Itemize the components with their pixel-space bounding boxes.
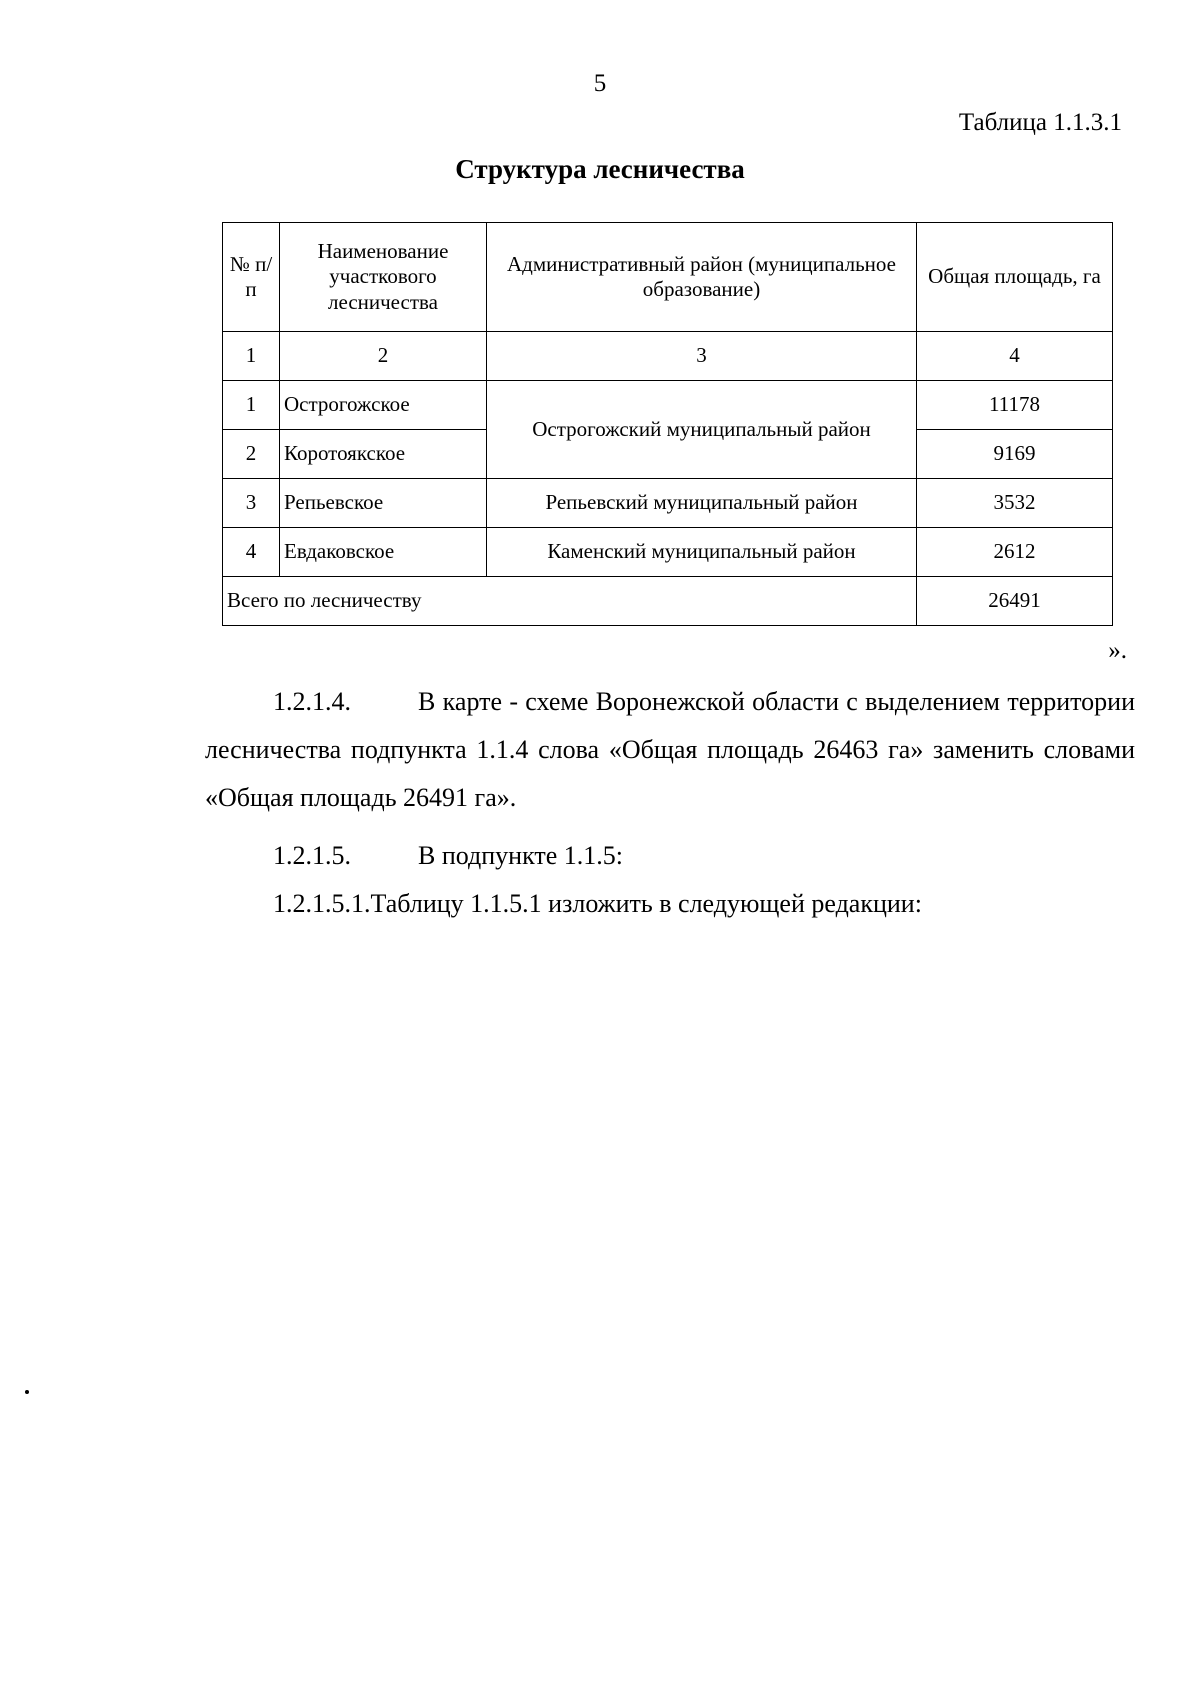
paragraph-text: Таблицу 1.1.5.1 изложить в следующей редакции: — [370, 889, 922, 918]
forestry-name: Острогожское — [280, 381, 487, 430]
row-number: 1 — [223, 381, 280, 430]
district-cell: Каменский муниципальный район — [487, 528, 917, 577]
district-cell: Острогожский муниципальный район — [487, 381, 917, 479]
area-cell: 2612 — [917, 528, 1113, 577]
paragraph-text: В подпункте 1.1.5: — [418, 841, 623, 870]
area-cell: 3532 — [917, 479, 1113, 528]
column-number: 3 — [487, 332, 917, 381]
total-label: Всего по лесничеству — [223, 577, 917, 626]
area-cell: 11178 — [917, 381, 1113, 430]
row-number: 2 — [223, 430, 280, 479]
paragraph-number: 1.2.1.4. — [273, 687, 351, 716]
scan-speck — [25, 1390, 29, 1394]
district-cell: Репьевский муниципальный район — [487, 479, 917, 528]
paragraph-1-2-1-5-1 — [273, 880, 922, 928]
table-row — [223, 479, 1113, 528]
row-number: 4 — [223, 528, 280, 577]
total-value: 26491 — [917, 577, 1113, 626]
area-cell: 9169 — [917, 430, 1113, 479]
table-label: Таблица 1.1.3.1 — [958, 109, 1122, 136]
paragraph-number: 1.2.1.5.1. — [273, 889, 371, 918]
closing-quote: ». — [1108, 637, 1127, 664]
row-number: 3 — [223, 479, 280, 528]
table-row — [223, 381, 1113, 430]
header-cell: Общая площадь, га — [917, 223, 1113, 332]
header-cell: Административный район (муниципальное образование) — [487, 223, 917, 332]
forestry-name: Коротоякское — [280, 430, 487, 479]
column-number: 2 — [280, 332, 487, 381]
column-number-row — [223, 332, 1113, 381]
total-row — [223, 577, 1113, 626]
table-header-row — [223, 223, 1113, 332]
header-cell: Наименование участкового лесничества — [280, 223, 487, 332]
paragraph-number: 1.2.1.5. — [273, 841, 351, 870]
paragraph-1-2-1-5 — [273, 832, 623, 880]
paragraph-text: В карте - схеме Воронежской области с выделением территории лесничества подпункта 1.1.4 слова «Общая площадь 26463 га» заменить словами «Общая площадь 26491 га». — [205, 687, 1135, 812]
header-cell: № п/п — [223, 223, 280, 332]
table-title: Структура лесничества — [455, 154, 745, 184]
column-number: 1 — [223, 332, 280, 381]
forestry-name: Евдаковское — [280, 528, 487, 577]
forestry-structure-table — [222, 222, 1113, 626]
forestry-name: Репьевское — [280, 479, 487, 528]
paragraph-1-2-1-4 — [205, 678, 1135, 822]
column-number: 4 — [917, 332, 1113, 381]
table-row — [223, 528, 1113, 577]
page-number: 5 — [593, 70, 607, 97]
